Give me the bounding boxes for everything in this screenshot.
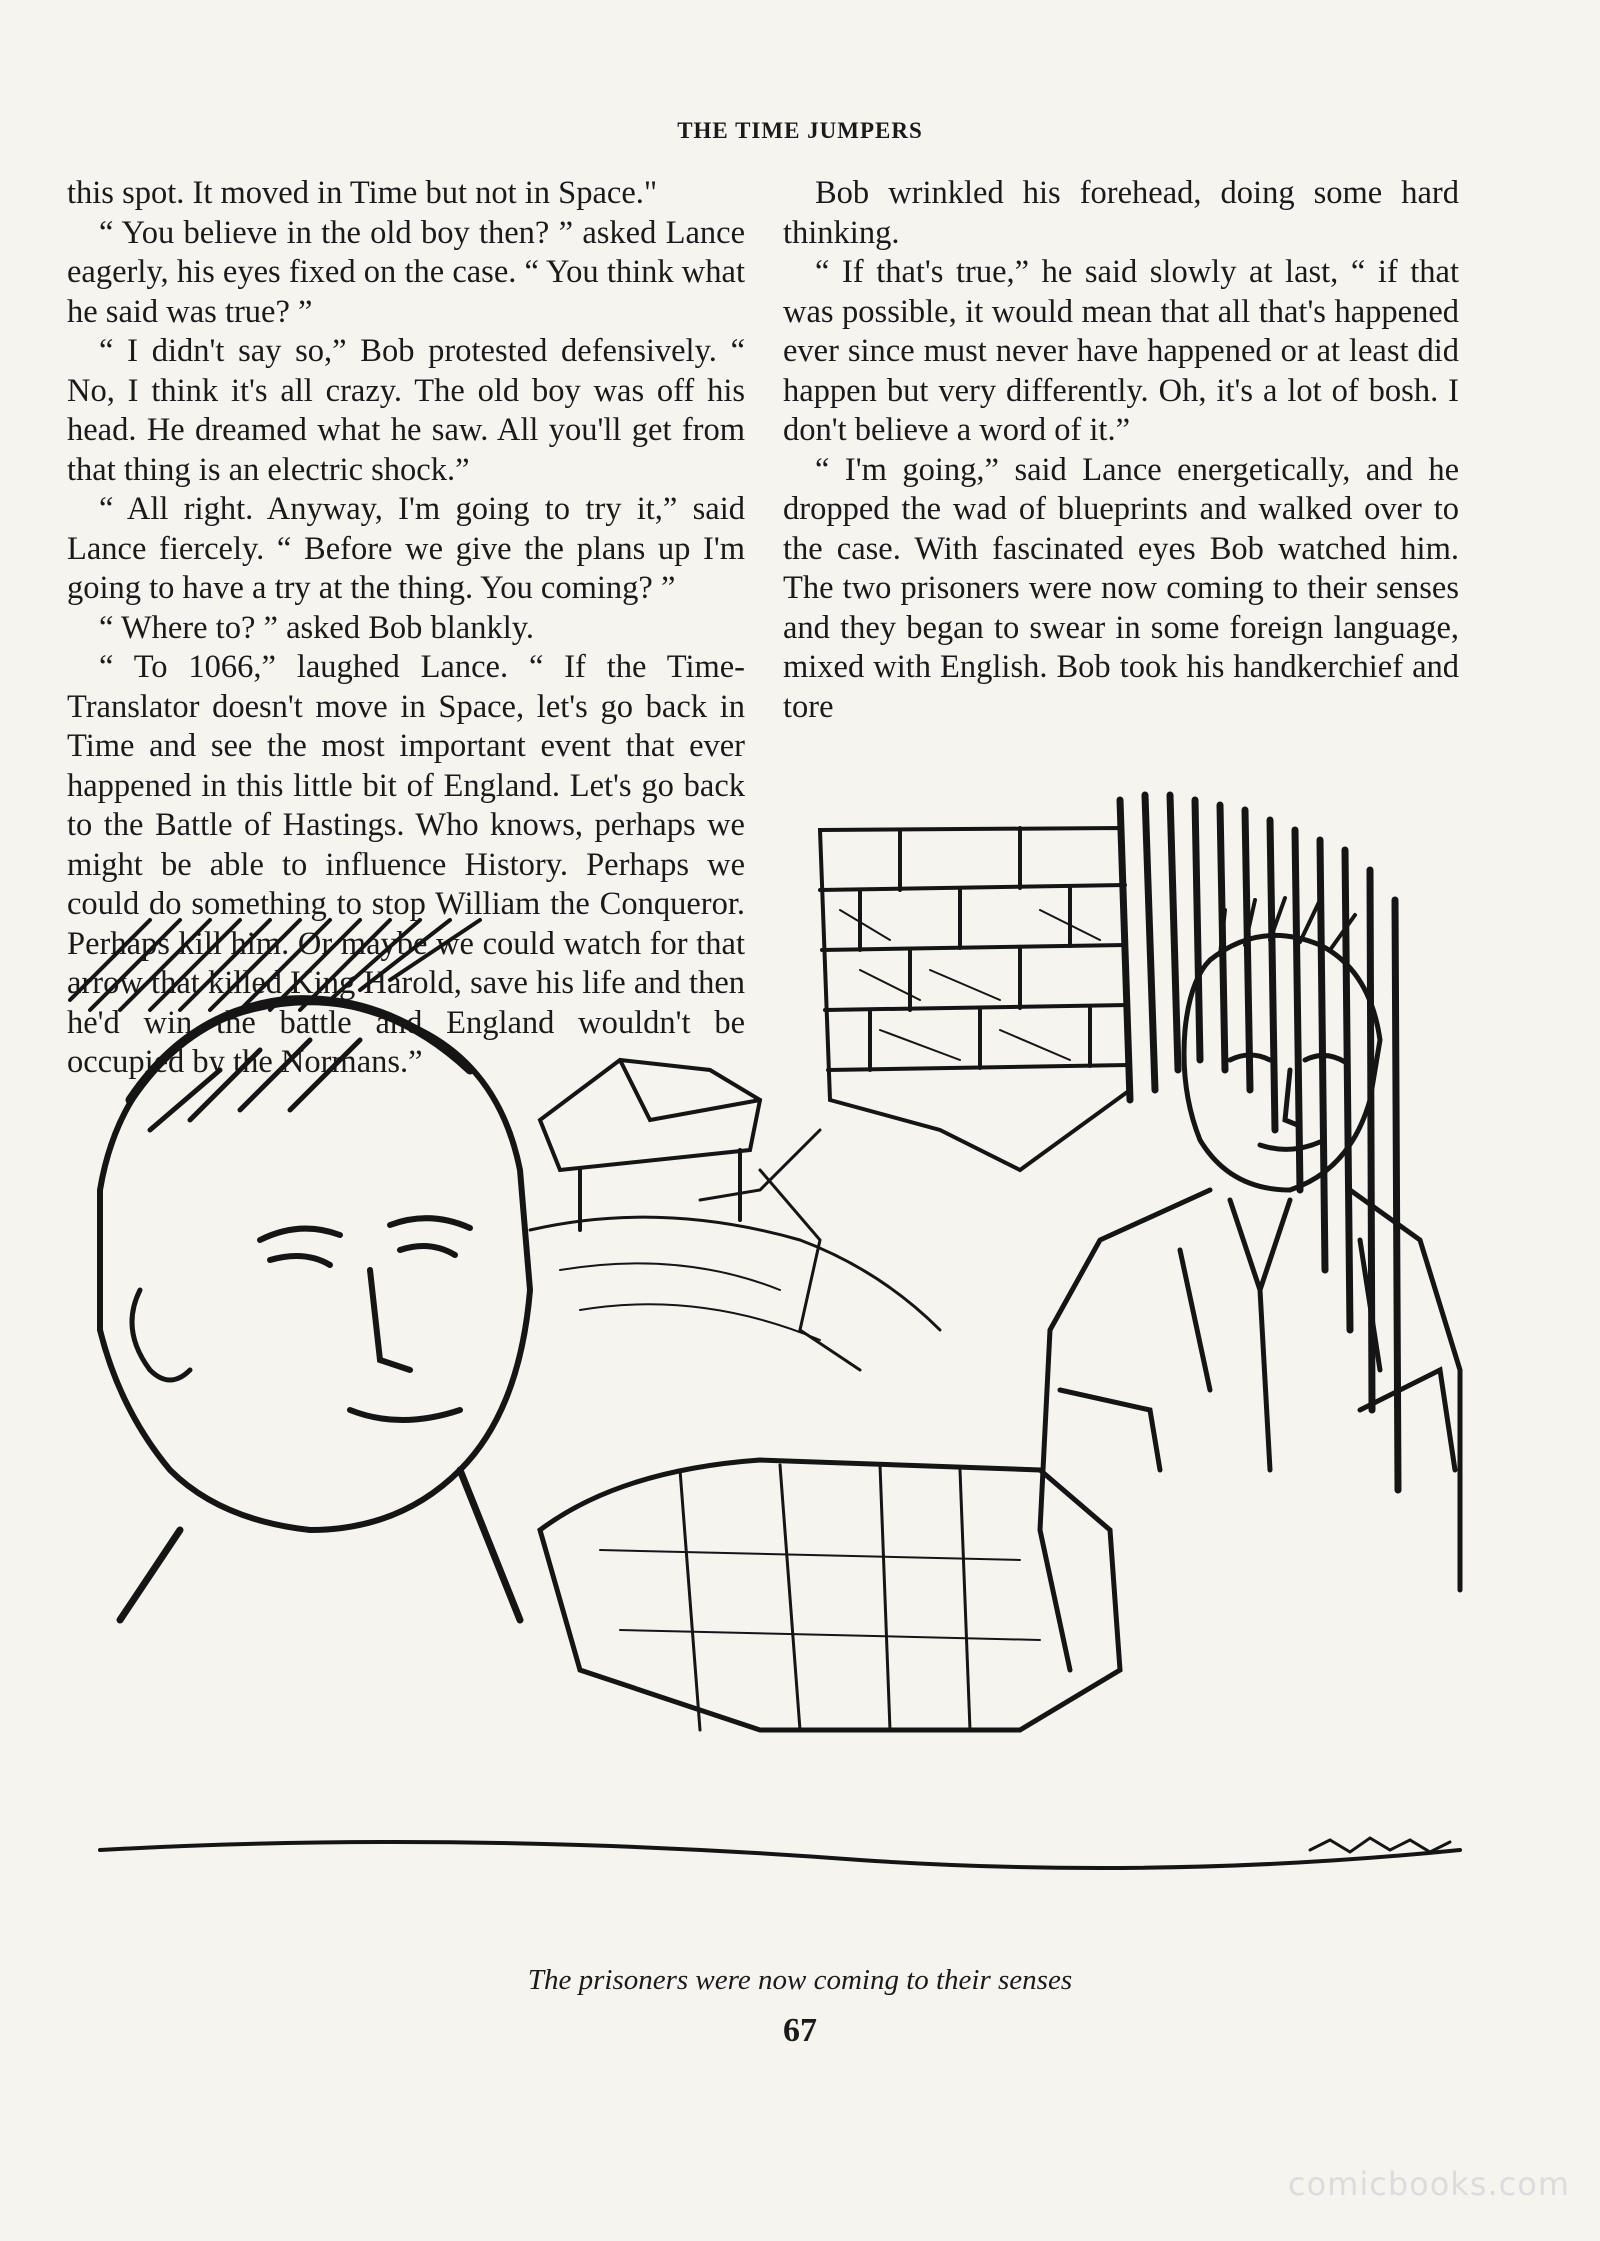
brick-wall [820,828,1130,1170]
page-number: 67 [783,2012,817,2049]
village-background [530,1060,940,1340]
illustration-caption: The prisoners were now coming to their senses [527,1964,1073,1996]
right-text-column [783,174,1459,727]
watermark: comicbooks.com [1287,2165,1570,2203]
background-hatching [1120,795,1398,1490]
paragraph: this spot. It moved in Time but not in Space." [67,175,658,211]
crack-line [760,1170,860,1370]
ink-illustration [60,770,1470,1970]
paragraph: “ To 1066,” laughed Lance. “ If the Time-Translator doesn't move in Space, let's go back in Time and see the most important event that ever happened in this little bit of England. Let's go back to the Battle of Hastings. Who knows, perhaps we might be able to influence History. Perhaps we could do something to stop William the Conqueror. Perhaps kill him. Or maybe we could watch for that arrow that killed King Harold, save his life and then he'd win the battle and England wouldn't be occupied by the Normans.” [67,649,745,1080]
foreground-man [100,1000,530,1620]
paragraph: “ Where to? ” asked Bob blankly. [99,609,534,646]
arm-sleeve [540,1460,1120,1730]
crack-line [700,1130,820,1200]
paragraph: “ All right. Anyway, I'm going to try it,” said Lance fiercely. “ Before we give the plans up I'm going to have a try at the thing. You coming? ” [67,491,745,606]
sky-hatching [70,920,480,1010]
paragraph: “ If that's true,” he said slowly at last, “ if that was possible, it would mean that all that's happened ever since must never have happened or at least did happen but very differently. Oh, it's a lot of bosh. I don't believe a word of it.” [783,254,1459,448]
paragraph: “ I didn't say so,” Bob protested defensively. “ No, I think it's all crazy. The old boy was off his head. He dreamed what he saw. All you'll get from that thing is an electric shock.” [67,333,745,488]
artist-signature [1310,1838,1450,1852]
paragraph: “ You believe in the old boy then? ” asked Lance eagerly, his eyes fixed on the case. “ You think what he said was true? ” [67,214,745,330]
running-head: THE TIME JUMPERS [677,118,923,143]
paragraph: “ I'm going,” said Lance energetically, and he dropped the wad of blueprints and walked over to the case. With fascinated eyes Bob watched him. The two prisoners were now coming to their senses and they began to swear in some foreign language, mixed with English. Bob took his handkerchief and tore [783,451,1459,725]
paragraph: Bob wrinkled his forehead, doing some hard thinking. [783,175,1459,251]
